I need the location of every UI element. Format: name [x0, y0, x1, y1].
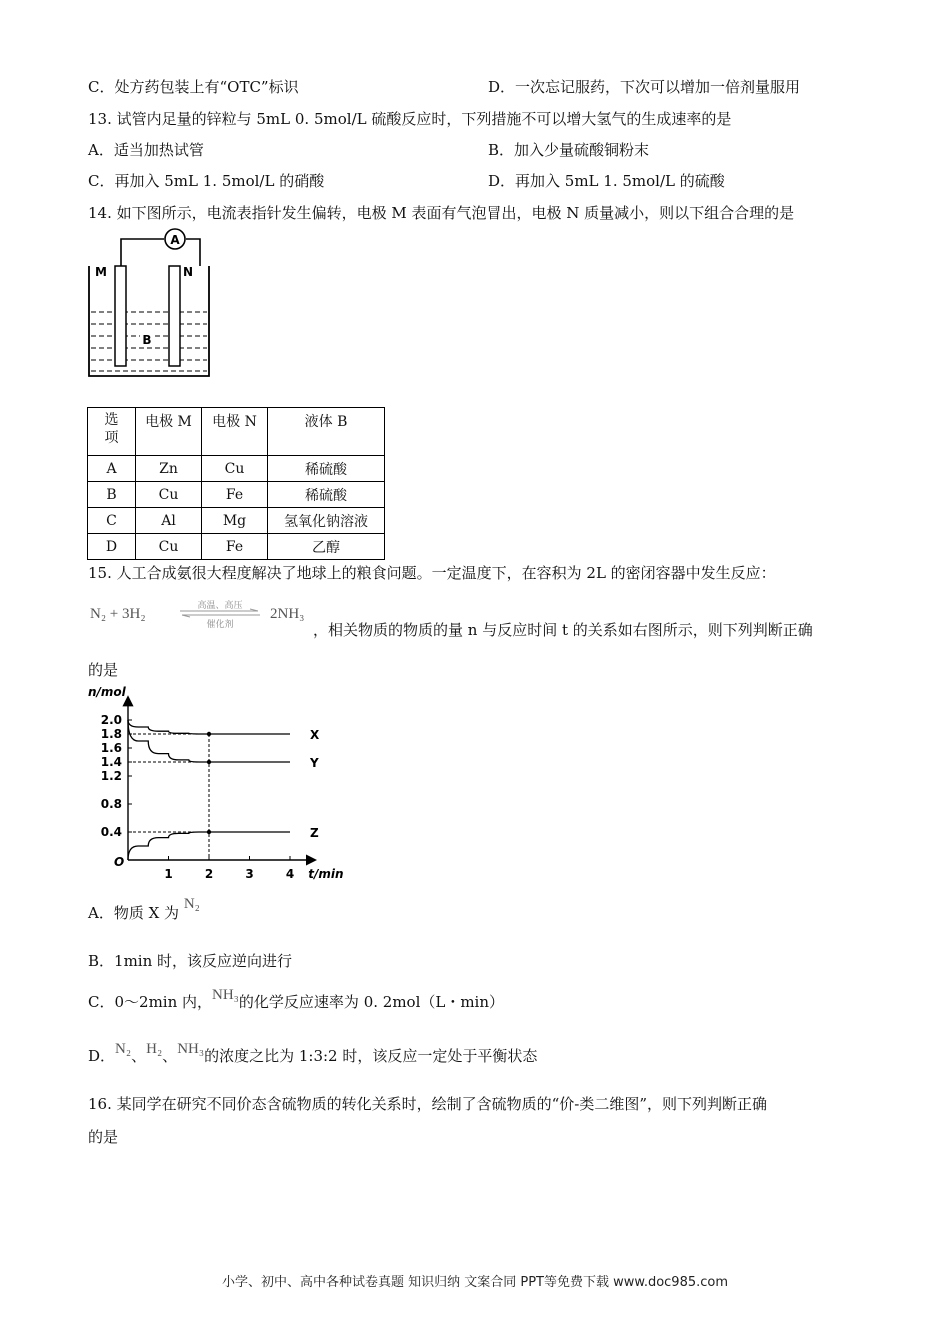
q15-option-c-chem: NH₃ — [212, 987, 239, 1003]
series-label-x: X — [310, 728, 320, 742]
reversible-arrow — [176, 598, 264, 630]
table-header-cell: 电极 M — [136, 408, 202, 456]
table-cell: Cu — [136, 534, 202, 560]
equilibrium-point-x — [207, 732, 211, 736]
y-tick-label: 1.6 — [100, 741, 122, 755]
series-label-y: Y — [310, 756, 319, 770]
table-cell: Cu — [136, 482, 202, 508]
q15-option-a-chem: N₂ — [183, 896, 200, 912]
table-cell: Fe — [202, 534, 268, 560]
equation-condition-top: 高温、高压 — [197, 601, 243, 611]
q15-option-d-chem1: N₂ — [115, 1041, 132, 1057]
table-header-cell: 液体 B — [268, 408, 385, 456]
q15-equation-right: 2NH₃ — [270, 606, 305, 622]
table-row — [88, 508, 385, 534]
electrode-n-label: N — [182, 265, 194, 279]
y-tick-label: 1.8 — [100, 727, 122, 741]
q13-option-d: D．再加入 5mL 1. 5mol/L 的硫酸 — [488, 172, 725, 190]
electrochemical-cell-figure — [84, 226, 214, 381]
x-tick-label: 1 — [164, 867, 173, 881]
table-cell: Cu — [202, 456, 268, 482]
x-tick-label: 4 — [285, 867, 295, 881]
q15-option-d-sep1: 、 — [131, 1047, 147, 1065]
q12-option-c: C．处方药包装上有“OTC”标识 — [88, 78, 299, 96]
table-row — [88, 482, 385, 508]
equation-condition-bottom: 催化剂 — [206, 620, 234, 630]
ammeter-label: A — [170, 233, 180, 247]
y-tick-label: 2.0 — [100, 713, 122, 727]
equilibrium-point-y — [207, 760, 211, 764]
series-label-z: Z — [310, 826, 319, 840]
q15-option-c-post: 的化学反应速率为 0. 2mol（L・min） — [238, 993, 505, 1011]
amount-vs-time-chart — [84, 684, 344, 889]
electrode-m-label: M — [95, 265, 107, 279]
q16-stem-line2: 的是 — [88, 1128, 119, 1146]
equilibrium-arrow-icon — [180, 609, 260, 617]
q15-stem-line2: ，相关物质的物质的量 n 与反应时间 t 的关系如右图所示，则下列判断正确 — [313, 621, 813, 639]
table-cell: Fe — [202, 482, 268, 508]
table-cell: Mg — [202, 508, 268, 534]
table-cell: A — [88, 456, 136, 482]
table-cell: Al — [136, 508, 202, 534]
table-cell: D — [88, 534, 136, 560]
q15-option-c-pre: C．0～2min 内， — [88, 993, 213, 1011]
q12-option-d: D．一次忘记服药，下次可以增加一倍剂量服用 — [488, 78, 801, 96]
y-tick-label: 0.4 — [100, 825, 122, 839]
q13-option-c: C．再加入 5mL 1. 5mol/L 的硝酸 — [88, 172, 325, 190]
x-tick-label: 2 — [204, 867, 214, 881]
q15-option-b: B．1min 时，该反应逆向进行 — [88, 952, 293, 970]
table-row — [88, 456, 385, 482]
table-cell: 乙醇 — [268, 534, 385, 560]
y-tick-label: 0.8 — [100, 797, 122, 811]
table-cell: 稀硫酸 — [268, 482, 385, 508]
q15-option-d-sep2: 、 — [162, 1047, 178, 1065]
q15-option-a — [88, 896, 200, 923]
q13-option-a: A．适当加热试管 — [88, 141, 204, 159]
q15-option-d-chem2: H₂ — [146, 1041, 163, 1057]
table-header-cell: 电极 N — [202, 408, 268, 456]
q15-option-d-pre: D． — [88, 1047, 116, 1065]
table-cell: B — [88, 482, 136, 508]
q16-stem-line1: 16. 某同学在研究不同价态含硫物质的转化关系时，绘制了含硫物质的“价-类二维图”，则下列判断正确 — [88, 1095, 768, 1113]
q14-stem: 14. 如下图所示，电流表指针发生偏转，电极 M 表面有气泡冒出，电极 N 质量减小，则以下组合合理的是 — [88, 204, 795, 222]
q15-option-d-post: 的浓度之比为 1:3:2 时，该反应一定处于平衡状态 — [204, 1047, 538, 1065]
y-tick-label: 1.4 — [100, 755, 122, 769]
q13-stem: 13. 试管内足量的锌粒与 5mL 0. 5mol/L 硫酸反应时，下列措施不可以增大氢气的生成速率的是 — [88, 110, 732, 128]
table-row — [88, 534, 385, 560]
q15-stem-line3: 的是 — [88, 661, 119, 679]
y-tick-label: 1.2 — [100, 769, 122, 783]
q13-option-b: B．加入少量硫酸铜粉末 — [488, 141, 650, 159]
liquid-b-label: B — [142, 333, 152, 347]
table-cell: Zn — [136, 456, 202, 482]
q15-stem-line1: 15. 人工合成氨很大程度解决了地球上的粮食问题。一定温度下，在容积为 2L 的密闭容器中发生反应： — [88, 564, 776, 582]
equilibrium-point-z — [207, 830, 211, 834]
q14-options-table — [87, 407, 385, 560]
table-cell: 氢氧化钠溶液 — [268, 508, 385, 534]
page-footer: 小学、初中、高中各种试卷真题 知识归纳 文案合同 PPT等免费下载 www.doc985.com — [221, 1275, 729, 1290]
x-tick-label: 3 — [245, 867, 254, 881]
q15-option-d — [88, 1041, 538, 1066]
q15-option-c — [88, 987, 505, 1012]
y-axis-label: n/mol — [88, 685, 126, 699]
q15-option-d-chem3: NH₃ — [177, 1041, 205, 1057]
table-header-row — [88, 408, 385, 456]
table-cell: C — [88, 508, 136, 534]
table-header-cell: 选项 — [88, 408, 136, 456]
q15-equation-left: N₂ + 3H₂ — [90, 606, 146, 622]
table-cell: 稀硫酸 — [268, 456, 385, 482]
origin-label: O — [114, 855, 125, 869]
x-axis-label: t/min — [308, 867, 344, 881]
q15-option-a-text: A．物质 X 为 — [88, 904, 180, 922]
